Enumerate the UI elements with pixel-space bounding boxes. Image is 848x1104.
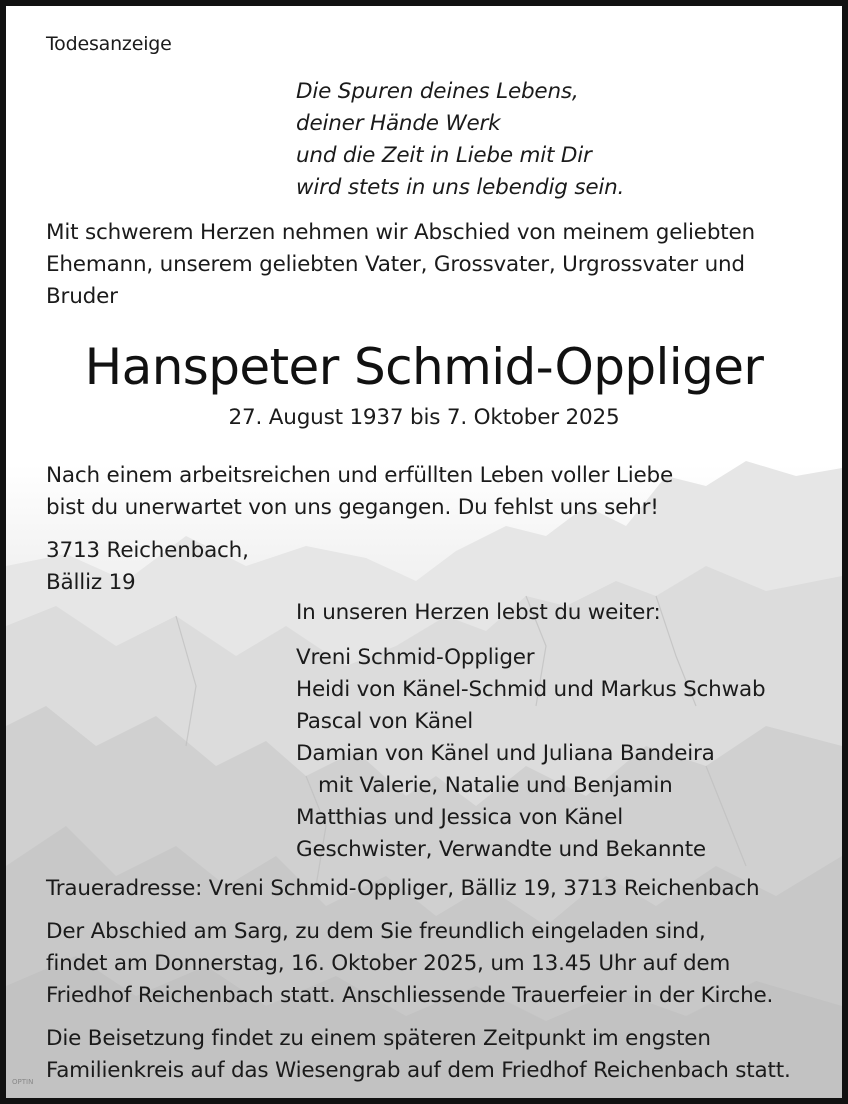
ceremony-line: Friedhof Reichenbach statt. Anschliessende Trauerfeier in der Kirche. [46,983,774,1008]
mourner-line: Matthias und Jessica von Känel [296,805,623,830]
deceased-name: Hanspeter Schmid-Oppliger [84,338,764,396]
address-line: 3713 Reichenbach, [46,538,249,563]
life-line: bist du unerwartet von uns gegangen. Du fehlst uns sehr! [46,495,659,520]
ceremony-line: Der Abschied am Sarg, zu dem Sie freundlich eingeladen sind, [46,919,706,944]
memorial-poem [296,76,624,204]
mourner-line: Damian von Känel und Juliana Bandeira [296,741,715,766]
intro-line: Ehemann, unserem geliebten Vater, Grossvater, Urgrossvater und [46,252,745,277]
mourner-line: mit Valerie, Natalie und Benjamin [318,773,673,798]
ceremony-text [46,916,773,1012]
mourner-line: Heidi von Känel-Schmid und Markus Schwab [296,677,766,702]
publisher-code: OPTIN [12,1078,34,1086]
intro-line: Mit schwerem Herzen nehmen wir Abschied von meinem geliebten [46,220,755,245]
poem-line: wird stets in uns lebendig sein. [296,175,625,200]
mourner-line: Vreni Schmid-Oppliger [296,645,535,670]
mourners-title: In unseren Herzen lebst du weiter: [296,600,661,625]
intro-line: Bruder [46,284,118,309]
ceremony-line: findet am Donnerstag, 16. Oktober 2025, um 13.45 Uhr auf dem [46,951,731,976]
poem-line: und die Zeit in Liebe mit Dir [296,143,592,168]
place-address [46,535,249,599]
mourning-address: Traueradresse: Vreni Schmid-Oppliger, Bälliz 19, 3713 Reichenbach [46,876,760,901]
life-dates: 27. August 1937 bis 7. Oktober 2025 [228,405,620,430]
mourner-line: Geschwister, Verwandte und Bekannte [296,837,706,862]
poem-line: Die Spuren deines Lebens, [296,79,579,104]
mourners-list [296,642,765,866]
address-line: Bälliz 19 [46,570,136,595]
notice-heading: Todesanzeige [46,33,172,55]
poem-line: deiner Hände Werk [296,111,501,136]
life-line: Nach einem arbeitsreichen und erfüllten Leben voller Liebe [46,463,673,488]
burial-text [46,1023,791,1087]
life-text [46,460,673,524]
mourner-line: Pascal von Känel [296,709,474,734]
burial-line: Die Beisetzung findet zu einem späteren Zeitpunkt im engsten [46,1026,711,1051]
intro-text [46,217,755,313]
burial-line: Familienkreis auf das Wiesengrab auf dem Friedhof Reichenbach statt. [46,1058,791,1083]
